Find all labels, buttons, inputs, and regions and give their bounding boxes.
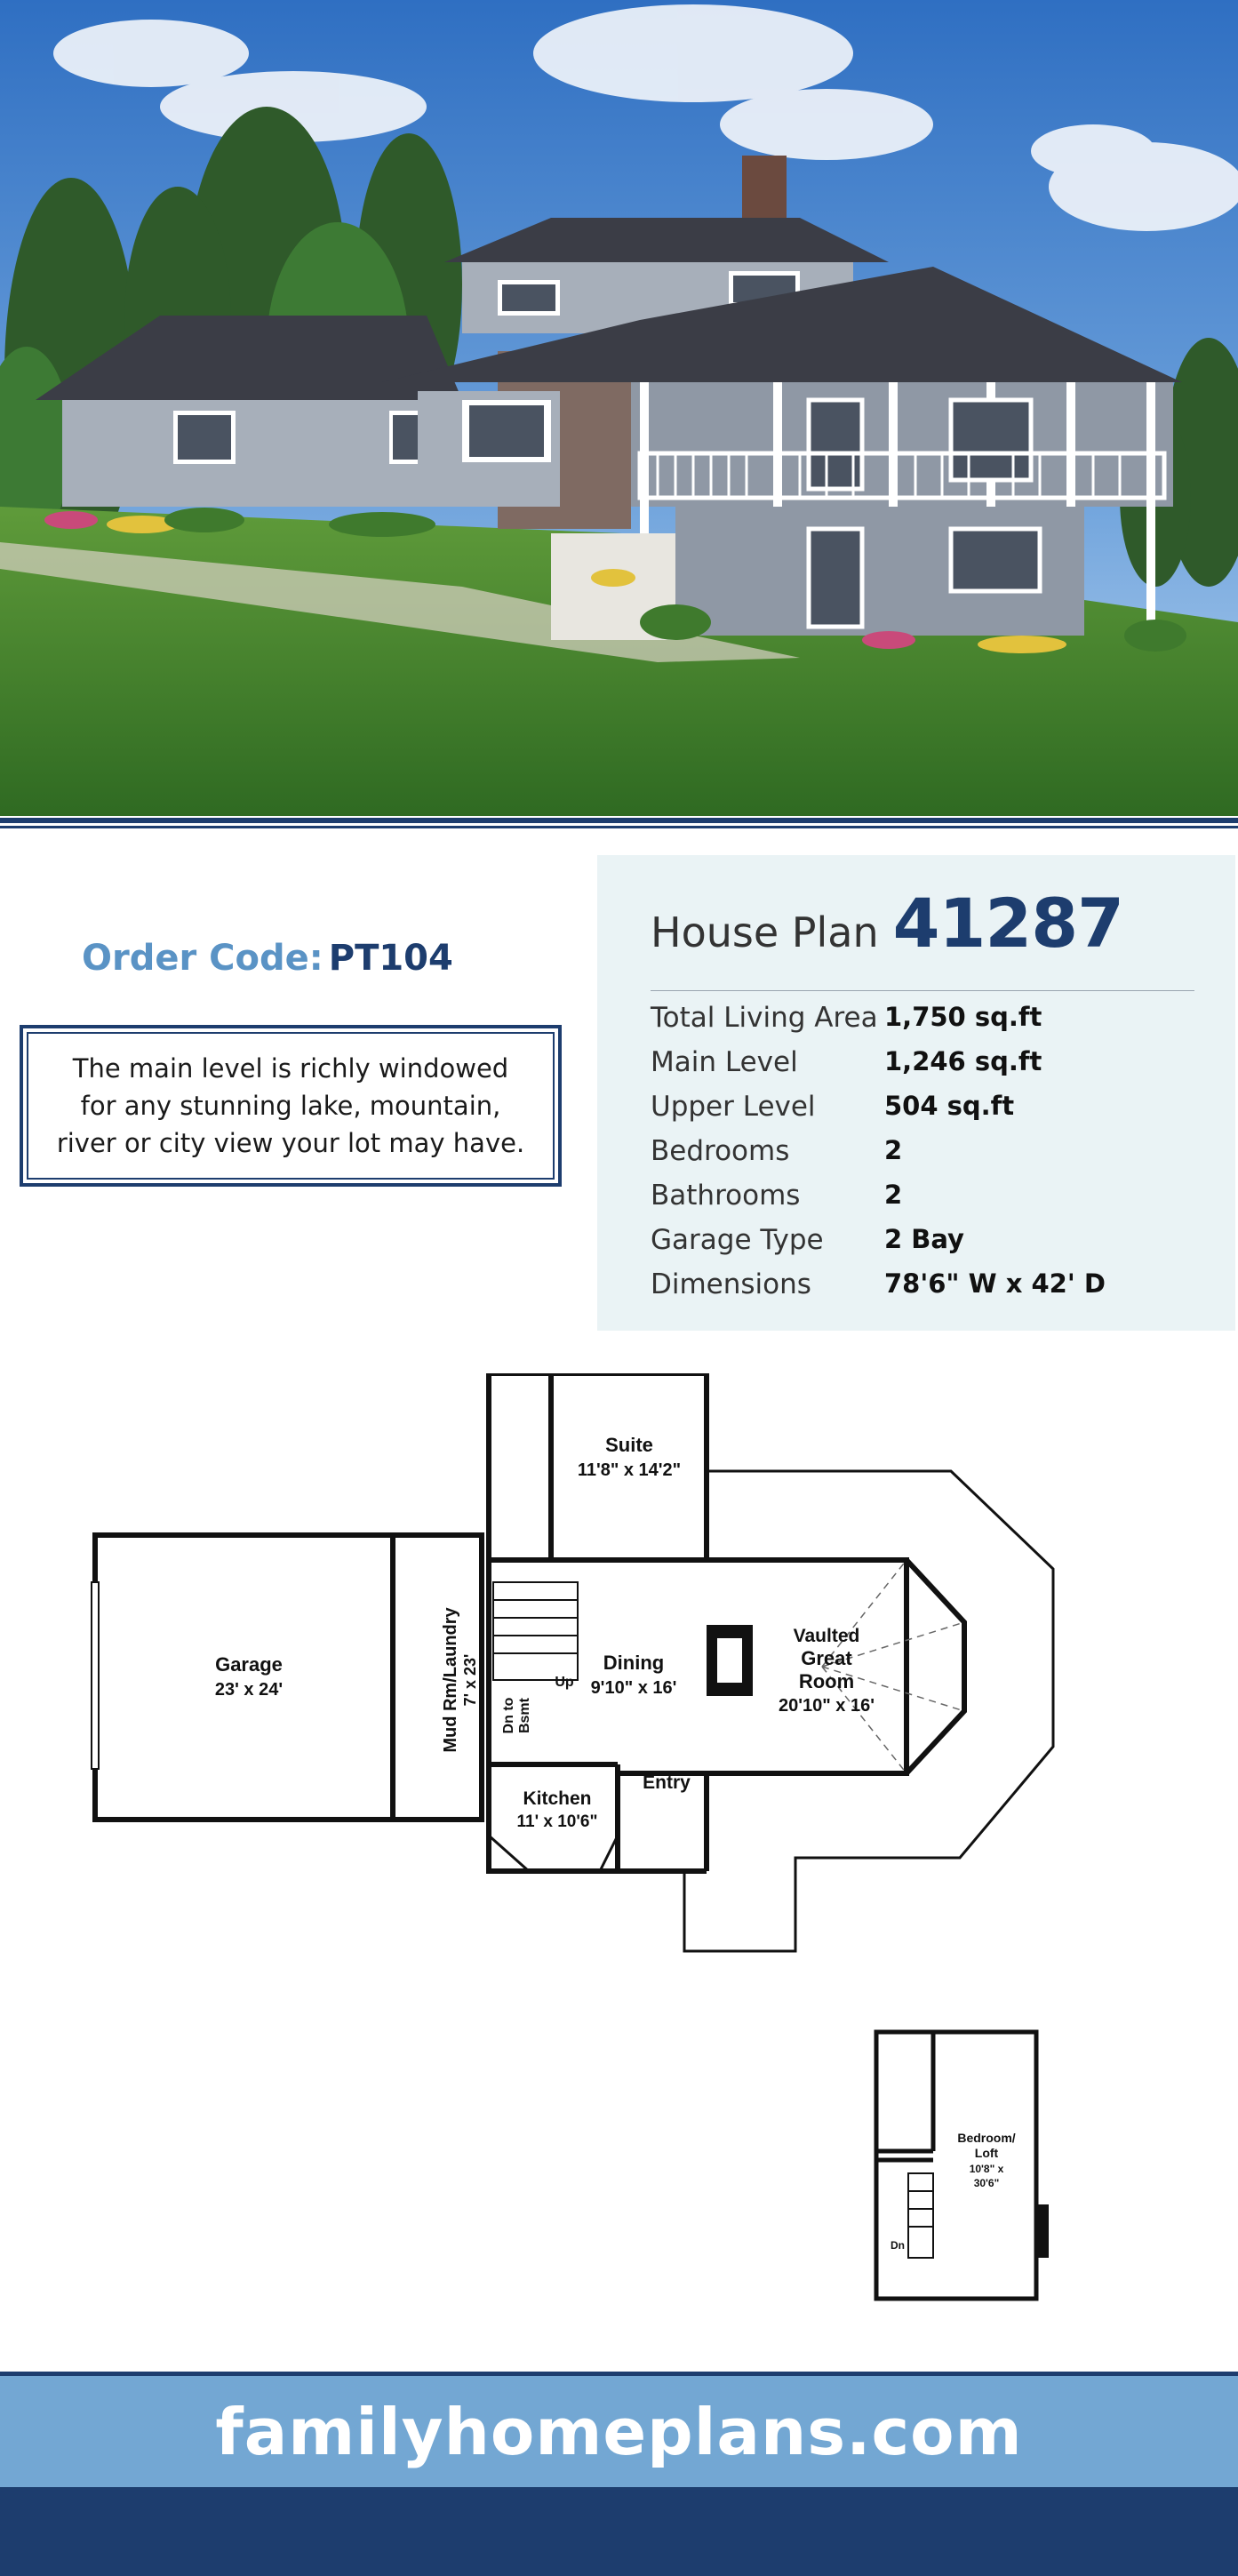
spec-value: 2 <box>884 1180 903 1210</box>
great-room-label-1: Great <box>801 1647 852 1669</box>
garage-label: Garage <box>215 1653 283 1676</box>
description-text: The main level is richly windowed for any stunning lake, mountain, river or city view your lot may have. <box>56 1053 525 1158</box>
suite-label: Suite <box>605 1434 653 1456</box>
plan-title-prefix: House Plan <box>651 908 879 956</box>
footer-banner <box>0 2372 1238 2487</box>
spec-value: 2 <box>884 1135 903 1165</box>
dn-to-bsmt-2: Bsmt <box>517 1697 532 1734</box>
spec-row <box>651 1091 1014 1123</box>
spec-value: 1,750 sq.ft <box>884 1002 1042 1032</box>
spec-label: Main Level <box>651 1046 798 1078</box>
spec-row <box>651 1180 902 1212</box>
great-room-label-2: Room <box>798 1670 855 1692</box>
hero-divider <box>0 816 1238 832</box>
house-rendering-illustration <box>0 0 1238 816</box>
plan-info-panel <box>597 855 1235 1331</box>
spec-row <box>651 1046 1042 1078</box>
spec-label: Dimensions <box>651 1268 811 1300</box>
upper-floor-plan <box>871 2018 1049 2324</box>
spec-label: Bathrooms <box>651 1180 801 1212</box>
order-code-label: Order Code: <box>82 938 323 979</box>
order-code-value: PT104 <box>328 938 453 979</box>
spec-value: 2 Bay <box>884 1224 964 1254</box>
bedroom-loft-size-2: 30'6" <box>973 2177 1000 2189</box>
upper-floor-plan-drawing <box>871 2018 1049 2320</box>
garage-size: 23' x 24' <box>214 1680 284 1700</box>
description-box <box>20 1025 562 1187</box>
mud-room-label: Mud Rm/Laundry <box>441 1607 460 1753</box>
great-room-size: 20'10" x 16' <box>779 1696 875 1716</box>
dining-size: 9'10" x 16' <box>590 1678 677 1698</box>
footer-bar <box>0 2487 1238 2576</box>
plan-title <box>651 884 1123 963</box>
footer-site-link[interactable]: familyhomeplans.com <box>215 2394 1023 2469</box>
dining-label: Dining <box>603 1652 665 1674</box>
spec-row <box>651 1224 964 1256</box>
entry-label: Entry <box>643 1772 691 1793</box>
spec-row <box>651 1135 902 1167</box>
order-code <box>82 938 453 979</box>
dn-to-bsmt-1: Dn to <box>501 1697 516 1734</box>
mud-room-size: 7' x 23' <box>461 1653 479 1707</box>
spec-label: Total Living Area <box>651 1002 878 1034</box>
spec-row <box>651 1268 1106 1300</box>
spec-value: 1,246 sq.ft <box>884 1046 1042 1076</box>
bedroom-loft-label-2: Loft <box>974 2146 999 2160</box>
great-room-vaulted: Vaulted <box>793 1626 860 1646</box>
bedroom-loft-size-1: 10'8" x <box>969 2163 1004 2175</box>
main-floor-plan-drawing <box>84 1373 1075 1960</box>
plan-divider <box>651 990 1194 991</box>
stairs-dn-label: Dn <box>891 2239 905 2252</box>
kitchen-label: Kitchen <box>523 1788 592 1809</box>
house-rendering <box>0 0 1238 816</box>
stairs-up-label: Up <box>555 1675 574 1690</box>
spec-value: 504 sq.ft <box>884 1091 1015 1121</box>
bedroom-loft-label-1: Bedroom/ <box>957 2131 1016 2145</box>
spec-label: Upper Level <box>651 1091 816 1123</box>
spec-row <box>651 1002 1042 1034</box>
spec-label: Garage Type <box>651 1224 824 1256</box>
kitchen-size: 11' x 10'6" <box>516 1812 598 1831</box>
spec-value: 78'6" W x 42' D <box>884 1268 1106 1299</box>
main-floor-plan <box>84 1373 1075 1964</box>
suite-size: 11'8" x 14'2" <box>577 1460 682 1480</box>
spec-label: Bedrooms <box>651 1135 790 1167</box>
plan-number: 41287 <box>892 884 1124 963</box>
